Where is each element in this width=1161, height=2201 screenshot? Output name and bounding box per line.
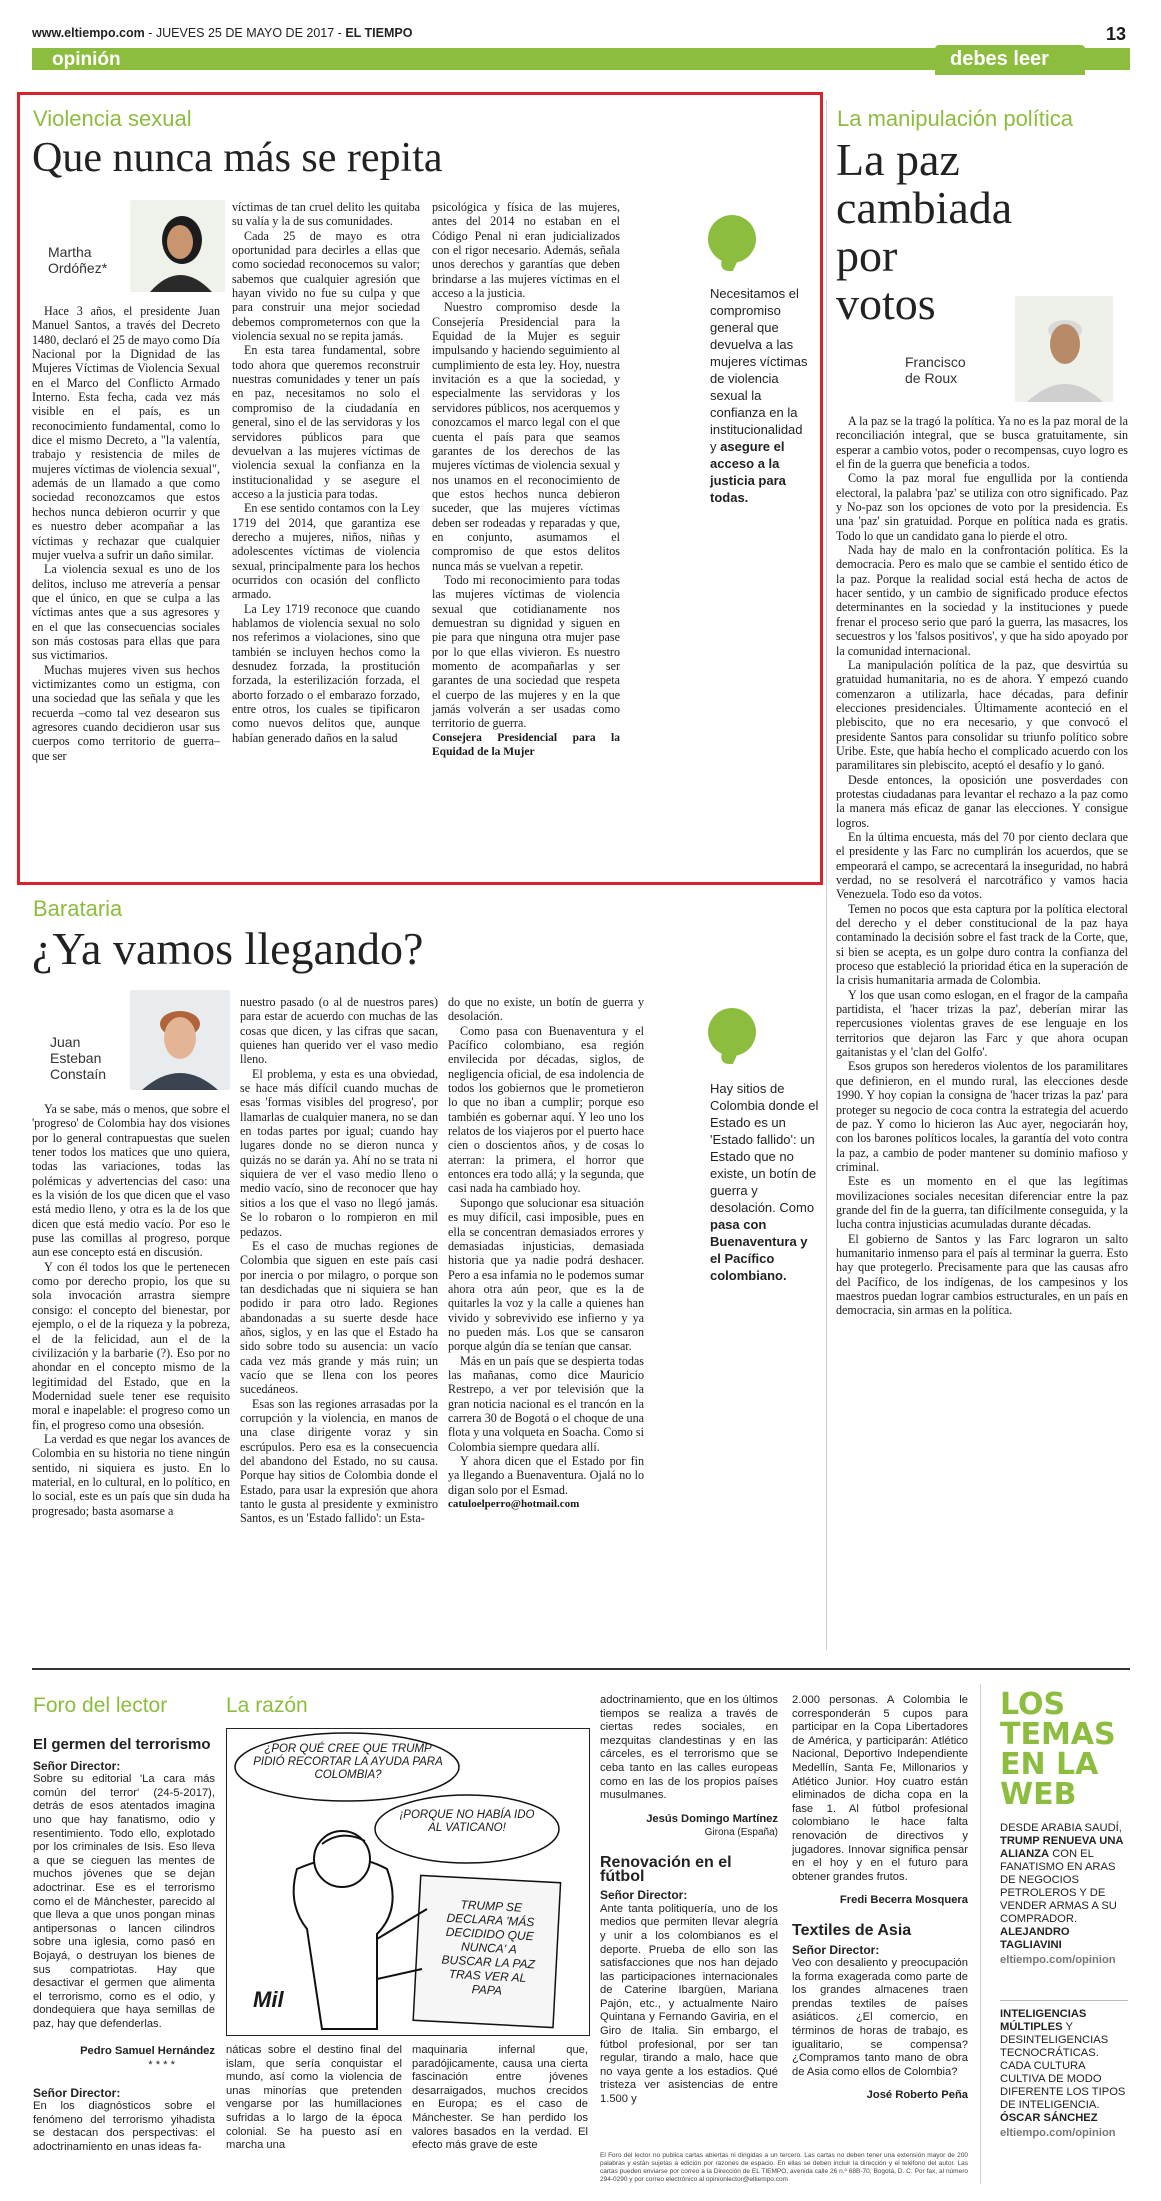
article3-column-1 xyxy=(32,1102,230,1518)
paragraph: víctimas de tan cruel delito les quitaba su valía y la de sus comunidades. xyxy=(232,200,420,229)
article3-author: Juan Esteban Constaín xyxy=(50,1034,107,1082)
article3-pullquote xyxy=(710,1080,820,1284)
paragraph: Muchas mujeres viven sus hechos victimizantes como un estigma, con una sociedad que las señala y que les recuerda –como tal vez desearon sus agresores cuando decidieron usar sus cuerpos como territorio de guerra– que ser xyxy=(32,662,220,763)
sidebar-item-1[interactable] xyxy=(1000,1822,1128,1967)
paragraph: Cada 25 de mayo es otra oportunidad para decirles a ellas que como sociedad reconocemos su valor; sabemos que cualquier agresión que hayan vivido no fue su culpa y que para construir una mejor sociedad debemos comprometernos con que la violencia sexual no se repita jamás. xyxy=(232,228,420,344)
letters-disclaimer: El Foro del lector no publica cartas abiertas ni dirigidas a un tercero. Las cartas no deben tener una extensión mayor de 200 palabras y están sujetas a edición por razones de espacio. En ellas se deben incluir la dirección y el teléfono del autor. Las cartas pueden enviarse por correo a la Dirección de EL TIEMPO, avenida calle 26 n.º 68B-70, Bogotá, D. C. Por fax, al número 294-0290 y por correo electrónico al opinionlector@eltiempo.com xyxy=(600,2152,968,2183)
paragraph: Más en un país que se despierta todas las mañanas, como dice Mauricio Restrepo, a ver por televisión que la gran noticia nacional es el trancón en la carrera 30 de Bogotá o el choque de una flota y una volqueta en Soacha. Como si Colombia siempre quedara allí. xyxy=(448,1353,644,1454)
sidebar-author: ÓSCAR SÁNCHEZ xyxy=(1000,2112,1098,2124)
paragraph: La manipulación política de la paz, que desvirtúa su gratuidad humanitaria, no es de ahora. Y empezó cuando comenzaron a utilizarla, hace décadas, para definir elecciones presidenciales. Últimamente aconteció en el plebiscito, que no era necesario, y que convocó el presidente Santos para consolidar su triunfo político sobre Uribe. Este, que había hecho el complicado acuerdo con los paramilitares sin plebiscito, aceptó el desafío y lo ganó. xyxy=(836,657,1128,773)
page-number: 13 xyxy=(1106,24,1127,44)
paragraph: La Ley 1719 reconoce que cuando hablamos de violencia sexual no solo nos referimos a violaciones, sino que también se incluyen hechos como la desnudez forzada, la prostitución forzada, la esterilización forzada, el aborto forzado o el embarazo forzado, entre otros, los cuales se tipificaron como nuevos delitos que, aunque habían generado daños en la salud xyxy=(232,601,420,745)
salutation: Señor Director: xyxy=(792,1942,880,1957)
paragraph: Y con él todos los que le pertenecen como por derecho propio, los que su sola invocación arrastra siempre consigo: el concepto del bienestar, por ejemplo, o el de la riqueza y la pobreza, el de la felicidad, aun el de la civilización y la barbarie (?). Eso por no ahondar en el concepto mismo de la legitimidad del Estado, que en la Modernidad suele tener ese requisito moral e inapelable: el progreso como un fin, el progreso como una obsesión. xyxy=(32,1259,230,1432)
pullquote-text: Necesitamos el compromiso general que devuelva a las mujeres víctimas de violencia sexual la confianza en la institucionalidad y xyxy=(710,286,808,454)
paragraph: A la paz se la tragó la política. Ya no es la paz moral de la reconciliación integral, que se busca gratuitamente, sin esperar a cambio votos, poder o recompensas, cuyo logro es el fin de la guerra que beneficia a todos. xyxy=(836,414,1128,472)
paragraph: Es el caso de muchas regiones de Colombia que siguen en este país casi por inercia o por milagro, o porque son tan desdichadas que ni siquiera se han podido ir para otro lado. Regiones abandonadas a su suerte desde hace años, siglos, y en las que el Estado ha sido sobre todo su ausencia: un vacío cada vez más grande y más ruin; un vacío que se llena con los peores sucedáneos. xyxy=(240,1238,438,1397)
article1-footnote: Consejera Presidencial para la Equidad de la Mujer xyxy=(432,731,620,759)
column-divider xyxy=(826,100,827,1650)
article1-column-3 xyxy=(432,200,620,759)
foro-column xyxy=(33,1738,215,2155)
sidebar-link[interactable]: eltiempo.com/opinion xyxy=(1000,2127,1116,2139)
letter-body: Sobre su editorial 'La cara más común del terror' (24-5-2017), detrás de esos atentados imagina uno que hay fanatismo, odio y resentimiento. Todo ello, explotado por los criminales de Isis. Eso lleva a que se cieguen las mentes de muchos jóvenes que se dejan adoctrinar. Ese es el terrorismo como el de Mánchester, parecido al que lleva a que unos pongan minas antipersonas o lancen cilindros sobre una iglesia, como pasó en Bojayá, o destruyan los bienes de sus compatriotas. Hay que desactivar el germen que alimenta el terrorismo, como es el odio, y dondequiera que haya semillas de paz, hay que defenderlas. xyxy=(33,1773,215,2030)
letters-column-1 xyxy=(600,1694,778,2107)
sidebar-title: LOS TEMAS EN LA WEB xyxy=(1000,1687,1116,1812)
paragraph: do que no existe, un botín de guerra y desolación. xyxy=(448,995,644,1024)
sidebar-text: CON EL FANATISMO EN ARAS DE NEGOCIOS PETROLEROS Y DE VENDER ARMAS A SU COMPRADOR. xyxy=(1000,1848,1117,1925)
letter-separator: * * * * xyxy=(148,2059,175,2072)
article2-body xyxy=(836,414,1128,1318)
letter-title: Textiles de Asia xyxy=(792,1921,912,1939)
author-photo xyxy=(130,200,225,292)
pullquote-text: Hay sitios de Colombia donde el Estado es un 'Estado fallido': un Estado que no existe, un botín de guerra y desolación. Como xyxy=(710,1081,819,1215)
quote-icon xyxy=(708,1008,756,1056)
article1-column-2 xyxy=(232,200,420,745)
letters-column-2 xyxy=(792,1694,968,2103)
sidebar-divider xyxy=(1000,2000,1128,2001)
cartoon-bubble-answer: ¡PORQUE NO HABÍA IDO AL VATICANO! xyxy=(399,1809,535,1834)
paragraph: Nuestro compromiso desde la Consejería Presidencial para la Equidad de la Mujer es seguir impulsando y haciendo seguimiento al cumplimiento de esta ley. Hoy, nuestra invitación es a que la sociedad, y especialmente las servidoras y los servidores públicos, nos acerquemos y conozcamos el marco legal con el que cuenta el país para que seamos garantes de los derechos de las mujeres víctimas de violencia sexual y nos unamos en el reconocimiento de que estos hechos nunca debieron suceder, que las mujeres víctimas deben ser rodeadas y reparadas y que, en conjunto, asumamos el compromiso de que estos delitos nunca más se vuelvan a repetir. xyxy=(432,300,620,573)
paragraph: Hace 3 años, el presidente Juan Manuel Santos, a través del Decreto 1480, declaró el 25 de mayo como Día Nacional por la Dignidad de las Mujeres Víctimas de Violencia Sexual en el Marco del Conflicto Armado Interno. Esta fecha, cada vez más visible en el país, es un reconocimiento fundamental, como lo dice el mismo Decreto, a "la valentía, trabajo y resistencia de miles de mujeres víctimas de violencia sexual", además de un llamado a que como sociedad reconozcamos que estos hechos nunca debieron ocurrir y que es nuestro deber acompañar a las víctimas y rechazar que cualquier mujer vuelva a sufrir un daño similar. xyxy=(32,304,220,562)
paragraph: El problema, y esta es una obviedad, se hace más difícil cuando muchas de esas 'formas visibles del progreso', por llamarlas de cualquier manera, no se dan en todas partes por igual; cuando hay lugares donde no se dieron nunca y quizás no se darán ya. Ahí no se trata ni siquiera de ver el vaso medio lleno o medio vacío, sino de reconocer que hay sitios a los que el vaso no llegó jamás. Se lo robaron o lo rompieron en mil pedazos. xyxy=(240,1066,438,1239)
section-label: opinión xyxy=(52,49,121,70)
article2-kicker: La manipulación política xyxy=(837,106,1074,131)
paragraph: La verdad es que negar los avances de Colombia en su historia no tiene ningún sentido, ni siquiera es justo. En lo material, en lo cultural, en lo político, en lo social, este es un país que sin duda ha progresado; basta asomarse a xyxy=(32,1431,230,1518)
paragraph: Y ahora dicen que el Estado por fin ya llegando a Buenaventura. Ojalá no lo digan solo por el Esmad. xyxy=(448,1454,644,1497)
letter-signature: José Roberto Peña xyxy=(866,2089,968,2102)
letter-body: Veo con desaliento y preocupación la forma exagerada como parte de los grandes almacenes traen prendas textiles de países asiáticos. ¿El comercio, en términos de horas de trabajo, es igualitario, se compensa? ¿Compramos tanto mano de obra de Asia como ellos de Colombia? xyxy=(792,1957,968,2078)
letter-body: adoctrinamiento, que en los últimos tiempos se realiza a través de ciertas redes sociales, en mezquitas clandestinas y en las cárceles, es el terrorismo que se ceba tanto en las calles europeas como en las de los propios países musulmanes. xyxy=(600,1694,778,1802)
paragraph: psicológica y física de las mujeres, antes del 2014 no estaban en el Código Penal ni eran judicializados con el rigor necesario. Además, señala unos derechos y garantías que deben brindarse a las mujeres víctimas en el acceso a la justicia. xyxy=(432,200,620,301)
masthead-line xyxy=(32,26,412,40)
quote-icon xyxy=(708,215,756,263)
article1-kicker: Violencia sexual xyxy=(33,106,192,131)
column-divider xyxy=(980,1684,981,2184)
salutation: Señor Director: xyxy=(33,1758,121,1773)
paper-name: EL TIEMPO xyxy=(345,26,413,40)
letter-title: Renovación en el fútbol xyxy=(600,1853,732,1885)
cartoon-bubble-question: ¿POR QUÉ CREE QUE TRUMP PIDIÓ RECORTAR LA AYUDA PARA COLOMBIA? xyxy=(253,1743,443,1781)
pullquote-emphasis: asegure el acceso a la justicia para todas. xyxy=(710,439,786,505)
paragraph: En esta tarea fundamental, sobre todo ahora que queremos reconstruir nuestras comunidades y tener un país en paz, necesitamos no solo el compromiso de la ciudadanía en general, sino el de las servidoras y los servidores públicos para que devuelvan a las mujeres víctimas de violencia sexual la confianza en la institucionalidad y se asegure el acceso a la justicia para todas. xyxy=(232,343,420,501)
letter-body: 2.000 personas. A Colombia le corresponderán 5 cupos para participar en la Copa Libertadores de América, y participarán: Atlético Nacional, Deportivo Independiente Medellín, Santa Fe, Millonarios y Atlético Junior. Hoy cuatro están eliminados de dicha copa en la fase 1. Al fútbol profesional colombiano le hace falta renovación de directivos y jugadores. Innovar significa pensar en el hoy y en el futuro para obtener grandes frutos. xyxy=(792,1694,968,1883)
sidebar-text: DESDE ARABIA SAUDÍ, xyxy=(1000,1822,1122,1834)
paragraph: Esas son las regiones arrasadas por la corrupción y la violencia, en manos de una clase dirigente voraz y sin escrúpulos. Pero esa es la consecuencia del abandono del Estado, no su causa. Porque hay sitios de Colombia donde el Estado, para usar la expresión que ahora tanto le gusta al presidente y exministro Santos, es un 'Estado fallido': un Esta- xyxy=(240,1396,438,1526)
paragraph: nuestro pasado (o al de nuestros pares) para estar de acuerdo con muchas de las cosas que dicen, y las cifras que sacan, quienes han querido ver el vaso medio lleno. xyxy=(240,995,438,1067)
razon-title: La razón xyxy=(226,1694,308,1717)
article3-title: ¿Ya vamos llegando? xyxy=(32,923,424,974)
site-url[interactable]: www.eltiempo.com xyxy=(32,26,145,40)
editorial-cartoon xyxy=(226,1728,590,2036)
paragraph: Y los que usan como eslogan, en el fragor de la campaña partidista, el 'hacer trizas la paz', deberían mirar las repercusiones violentas graves de ese lenguaje en los territorios que dejaron las Farc y que ahora ocupan gaitanistas y el 'clan del Golfo'. xyxy=(836,987,1128,1060)
sidebar-link[interactable]: eltiempo.com/opinion xyxy=(1000,1954,1116,1966)
issue-date: - JUEVES 25 DE MAYO DE 2017 - xyxy=(148,26,342,40)
paragraph: Ya se sabe, más o menos, que sobre el 'progreso' de Colombia hay dos visiones por lo general contrapuestas que suelen tener todos los matices que uno quiera, todas las variaciones, todas las polémicas y advertencias del caso: una es la visión de los que dicen que el vaso está medio lleno, y otra es la de los que dicen que está medio vacío. Por eso le puse las comillas al progreso, porque aun ese concepto está en discusión. xyxy=(32,1102,230,1260)
article3-kicker: Barataria xyxy=(33,896,123,921)
article2-title: La paz cambiada por votos xyxy=(836,134,1013,329)
salutation: Señor Director: xyxy=(600,1888,688,1903)
letter-signature: Pedro Samuel Hernández xyxy=(80,2045,215,2058)
paragraph: Como pasa con Buenaventura y el Pacífico colombiano, esa región envilecida por décadas, siglos, de negligencia oficial, de esa indolencia de todos los gobiernos que le prometieron lo que no iban a cumplir; porque eso también es gobernar aquí. Y leo uno los relatos de los viajeros por el puerto hace cien o doscientos años, y de cosas lo aterran: la primera, el horror que entonces era todo allá; y la segunda, que casi nada ha cambiado hoy. xyxy=(448,1023,644,1196)
letter-body: En los diagnósticos sobre el fenómeno del terrorismo yihadista se destacan dos perspectivas: el adoctrinamiento en unas ideas fa- xyxy=(33,2100,215,2154)
article1-pullquote xyxy=(710,285,812,506)
salutation: Señor Director: xyxy=(33,2085,121,2100)
paragraph: En la última encuesta, más del 70 por ciento declara que el presidente y las Farc no cumplirán los acuerdos, que se empeorará el campo, se acrecentará la inseguridad, no habrá verdad, no se resolverá el narcotráfico y vamos hacia Venezuela. Todo eso da votos. xyxy=(836,829,1128,902)
letter-body: Ante tanta politiquería, uno de los medios que permiten llevar alegría y unir a los colombianos es el deporte. Prueba de ello son las satisfacciones que nos han dejado las participaciones internacionales de Caterine Ibargüen, Mariana Pajón, etc., y actualmente Nairo Quintana y Fernando Gaviria, en el Giro de Italia. Sin embargo, el fútbol profesional, por ser tan regular, tirando a malo, hace que no vaya gente a los estadios. Qué tristeza ver asistencias de entre 1.500 y xyxy=(600,1902,778,2106)
paragraph: Este es un momento en el que las legítimas movilizaciones sociales necesitan diferenciar entre la paz grande del fin de la guerra, tan difícilmente conseguida, y la lucha contra injusticias acumuladas durante décadas. xyxy=(836,1174,1128,1232)
razon-continuation: náticas sobre el destino final del islam, que sería conquistar el mundo, así como la violencia de unas minorías que pretenden vengarse por las humillaciones sufridas a lo largo de la época colonial. Se ha puesto así en marcha una xyxy=(226,2044,402,2152)
author-photo xyxy=(1015,296,1113,402)
sidebar-author: ALEJANDRO TAGLIAVINI xyxy=(1000,1926,1070,1951)
article3-column-2 xyxy=(240,995,438,1526)
cartoonist-signature: Mil xyxy=(253,1987,284,2012)
article1-column-1 xyxy=(32,304,220,763)
razon-continuation-2: maquinaria infernal que, paradójicamente, causa una cierta fascinación entre jóvenes desarraigados, muchos crecidos en Europa; es el caso de Mánchester. Se han perdido los valores basados en la verdad. El efecto más grave de este xyxy=(412,2044,588,2152)
article3-column-3 xyxy=(448,995,644,1511)
letter-signature: Jesús Domingo Martínez xyxy=(646,1812,778,1825)
paragraph: Nada hay de malo en la confrontación política. Es la democracia. Pero es malo que se cambie el sentido ético de la paz. Porque la realidad social está hecha de actos de hacer sentido, y un cambio de significado produce efectos determinantes en la sociedad y la instituciones y puede frenar el proceso serio que paró la guerra, las masacres, los secuestros y los 'falsos positivos', y que ha sido apoyado por la comunidad internacional. xyxy=(836,543,1128,658)
paragraph: Esos grupos son herederos violentos de los paramilitares que definieron, en el mundo rural, las elecciones desde 1990. Y hoy copian la consigna de 'hacer trizas la paz' para proteger su negocio de coca contra la estrategia del acuerdo de paz. Y como lo hicieron las Auc ayer, negociarán hoy, con los barones políticos locales, la garantía del voto contra la paz, a cambio de poder mantener su dominio mafioso y criminal. xyxy=(836,1059,1128,1174)
article2-author: Francisco de Roux xyxy=(905,354,966,386)
paragraph: La violencia sexual es uno de los delitos, incluso me atrevería a pensar que el único, en que se culpa a las víctimas antes que a sus agresores y en el que las consecuencias sociales son más costosas para ellas que para sus victimarios. xyxy=(32,562,220,663)
letter-signature: Fredi Becerra Mosquera xyxy=(839,1894,968,1907)
sidebar-emphasis: INTELIGENCIAS MÚLTIPLES xyxy=(1000,2008,1087,2033)
author-email[interactable]: catuloelperro@hotmail.com xyxy=(448,1498,580,1511)
debes-leer-label: debes leer xyxy=(950,48,1049,70)
article1-author: Martha Ordóñez* xyxy=(48,244,108,276)
paragraph: Supongo que solucionar esa situación es muy difícil, casi imposible, pues en ella se concentran demasiados errores y demasiadas injusticias, demasiada historia que ya nadie podrá deshacer. Pero a esa infamia no le podemos sumar ahora otra aún peor, que es la de quitarles la voz y la calle a quienes han vivido y sobrevivido ese infierno y ya no pueden más. Los que se cansaron porque algún día se tenían que cansar. xyxy=(448,1195,644,1354)
cartoon-newspaper-text: TRUMP SE DECLARA 'MÁS DECIDIDO QUE NUNCA' A BUSCAR LA PAZ TRAS VER AL PAPA xyxy=(441,1897,536,1998)
sidebar-item-2[interactable] xyxy=(1000,2008,1128,2140)
section-divider xyxy=(32,1668,1130,1670)
letter-title: El germen del terrorismo xyxy=(33,1736,211,1753)
letter-place: Girona (España) xyxy=(704,1827,778,1839)
paragraph: El gobierno de Santos y las Farc lograron un salto humanitario inmenso para el país al terminar la guerra. Esto hay que protegerlo. Precisamente para que las causas afro del Pacífico, de los indígenas, de los campesinos y los maestros puedan lograr cambios estructurales, en un país en democracia, sin armas en la política. xyxy=(836,1231,1128,1318)
paragraph: En ese sentido contamos con la Ley 1719 del 2014, que garantiza ese derecho a mujeres, niños, niñas y adolescentes víctimas de violencia sexual, principalmente para los hechos ocurridos con ocasión del conflicto armado. xyxy=(232,501,420,602)
author-photo xyxy=(130,990,230,1090)
pullquote-emphasis: pasa con Buenaventura y el Pacífico colombiano. xyxy=(710,1217,808,1283)
paragraph: Temen no pocos que esta captura por la política electoral del derecho y el deber constitucional de la paz haya contaminado la decisión sobre el fast track de la Corte, que, si bien se acepta, es un golpe duro contra la confianza del proceso que estableció la prioridad ética en la superación de la crisis humanitaria armada de Colombia. xyxy=(836,901,1128,988)
article1-title: Que nunca más se repita xyxy=(32,135,443,181)
sidebar-text: Y DESINTELIGENCIAS TECNOCRÁTICAS. CADA CULTURA CULTIVA DE MODO DIFERENTE LOS TIPOS DE INTELIGENCIA. xyxy=(1000,2021,1126,2111)
paragraph: Como la paz moral fue engullida por la contienda electoral, la palabra 'paz' se utiliza con otro significado. Paz y No-paz son los opciones de voto por la presidencia. Es una 'paz' sin gratuidad. Porque en política nada es gratis. Todo lo que un candidato gana lo pierde el otro. xyxy=(836,471,1128,543)
paragraph: Todo mi reconocimiento para todas las mujeres víctimas de violencia sexual que cotidianamente nos demuestran su dignidad y siguen en pie para que ninguna otra mujer pase por lo que ellas vivieron. Es nuestro momento de acompañarlas y ser garantes de una sociedad que respeta el cuerpo de las mujeres y en la que jamás volverán a ser usadas como territorio de guerra. xyxy=(432,572,620,731)
paragraph: Desde entonces, la oposición une posverdades con protestas ciudadanas para levantar el rechazo a la paz como la manera más eficaz de ganar las elecciones. Y consigue logros. xyxy=(836,772,1128,830)
foro-title: Foro del lector xyxy=(33,1694,168,1717)
sidebar-emphasis: TRUMP RENUEVA UNA ALIANZA xyxy=(1000,1835,1124,1860)
